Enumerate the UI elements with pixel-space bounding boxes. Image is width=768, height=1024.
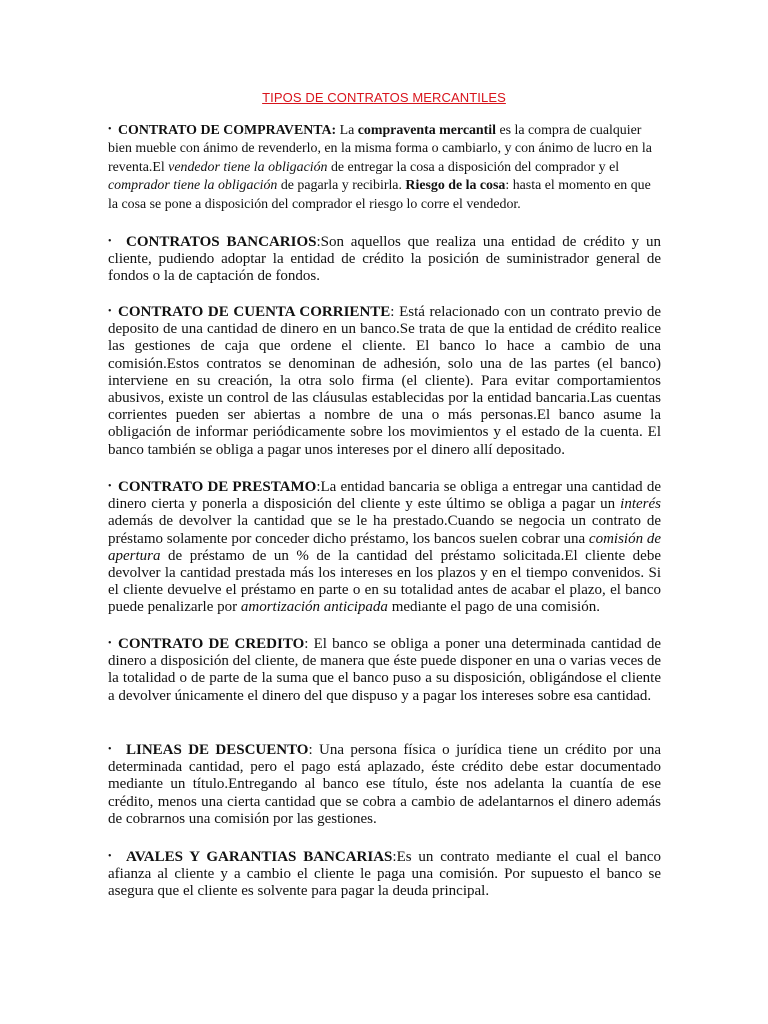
- heading-cuenta-corriente: CONTRATO DE CUENTA CORRIENTE: [118, 304, 391, 320]
- bullet-icon: •: [108, 851, 112, 862]
- heading-avales-garantias: AVALES Y GARANTIAS BANCARIAS: [126, 849, 393, 865]
- document-title: TIPOS DE CONTRATOS MERCANTILES: [262, 90, 506, 105]
- paragraph-credito: • CONTRATO DE CREDITO: El banco se obliga a poner una determinada cantidad de dinero a disposición del cliente, de manera que éste puede disponer en una o varias veces de la totalidad o de parte de la suma que el banco puso a su disposición, obligándose el cliente a devolver únicamente el dinero del que dispuso y a pagar los intereses sobre esa cantidad.: [108, 636, 661, 704]
- heading-prestamo: CONTRATO DE PRESTAMO: [118, 479, 317, 495]
- paragraph-compraventa: • CONTRATO DE COMPRAVENTA: La compraventa mercantil es la compra de cualquier bien mueble con ánimo de revenderlo, en la misma forma o cambiarlo, y con ánimo de lucro en la reventa.El vendedor tiene la obligación de entregar la cosa a disposición del comprador y el comprador tiene la obligación de pagarla y recibirla. Riesgo de la cosa: hasta el momento en que la cosa se pone a disposición del comprador el riesgo lo corre el vendedor.: [108, 123, 652, 212]
- paragraph-cuenta-corriente: • CONTRATO DE CUENTA CORRIENTE: Está relacionado con un contrato previo de deposito de una cantidad de dinero en un banco.Se trata de que la entidad de crédito realice las gestiones de caja que ordene el cliente. El banco lo hace a cambio de una comisión.Estos contratos se denominan de adhesión, solo una de las partes (el banco) interviene en su creación, la otra solo firma (el cliente). Para evitar comportamientos abusivos, existe un control de las cláusulas establecidas por la entidad bancaria.Las cuentas corrientes pueden ser abiertas a nombre de una o más personas.El banco asume la obligación de informar periódicamente sobre los movimientos y el estado de la cuenta. El banco también se obliga a pagar unos intereses por el dinero allí depositado.: [108, 304, 661, 458]
- section-avales-garantias: [108, 848, 661, 901]
- heading-lineas-descuento: LINEAS DE DESCUENTO: [126, 742, 309, 758]
- bullet-icon: •: [108, 638, 112, 649]
- bullet-icon: •: [108, 236, 112, 247]
- heading-credito: CONTRATO DE CREDITO: [118, 636, 305, 652]
- bullet-icon: •: [108, 306, 112, 317]
- section-lineas-descuento: [108, 741, 661, 828]
- section-contratos-bancarios: [108, 233, 661, 286]
- section-cuenta-corriente: [108, 303, 661, 459]
- section-credito: [108, 635, 661, 705]
- paragraph-prestamo: • CONTRATO DE PRESTAMO:La entidad bancaria se obliga a entregar una cantidad de dinero cierta y ponerla a disposición del cliente y este último se obliga a pagar un interés además de devolver la cantidad que se le ha prestado.Cuando se negocia un contrato de préstamo solamente por conceder dicho préstamo, los bancos suelen cobrar una comisión de apertura de préstamo de un % de la cantidad del préstamo solicitada.El cliente debe devolver la cantidad prestada más los intereses en los plazos y en el tiempo convenidos. Si el cliente devuelve el préstamo en parte o en su totalidad antes de acabar el plazo, el banco puede penalizarle por amortización anticipada mediante el pago de una comisión.: [108, 479, 661, 616]
- paragraph-lineas-descuento: • LINEAS DE DESCUENTO: Una persona física o jurídica tiene un crédito por una determinada cantidad, pero el pago está aplazado, éste crédito debe estar documentado mediante un título.Entregando al banco ese título, éste nos adelanta la cuantía de ese crédito, menos una cierta cantidad que se cobra a cambio de adelantarnos el dinero además de cobrarnos una comisión por las gestiones.: [108, 742, 661, 827]
- bullet-icon: •: [108, 481, 112, 492]
- bullet-icon: •: [108, 124, 112, 135]
- paragraph-contratos-bancarios: • CONTRATOS BANCARIOS:Son aquellos que realiza una entidad de crédito y un cliente, pudiendo adoptar la entidad de crédito la posición de suministrador general de fondos o la de captación de fondos.: [108, 234, 661, 285]
- paragraph-avales-garantias: • AVALES Y GARANTIAS BANCARIAS:Es un contrato mediante el cual el banco afianza al cliente y a cambio el cliente le paga una comisión. Por supuesto el banco se asegura que el cliente es solvente para pagar la deuda principal.: [108, 849, 661, 900]
- section-compraventa: [108, 121, 661, 214]
- heading-contratos-bancarios: CONTRATOS BANCARIOS: [126, 234, 317, 250]
- heading-compraventa: CONTRATO DE COMPRAVENTA:: [118, 123, 337, 138]
- bullet-icon: •: [108, 744, 112, 755]
- section-prestamo: [108, 478, 661, 617]
